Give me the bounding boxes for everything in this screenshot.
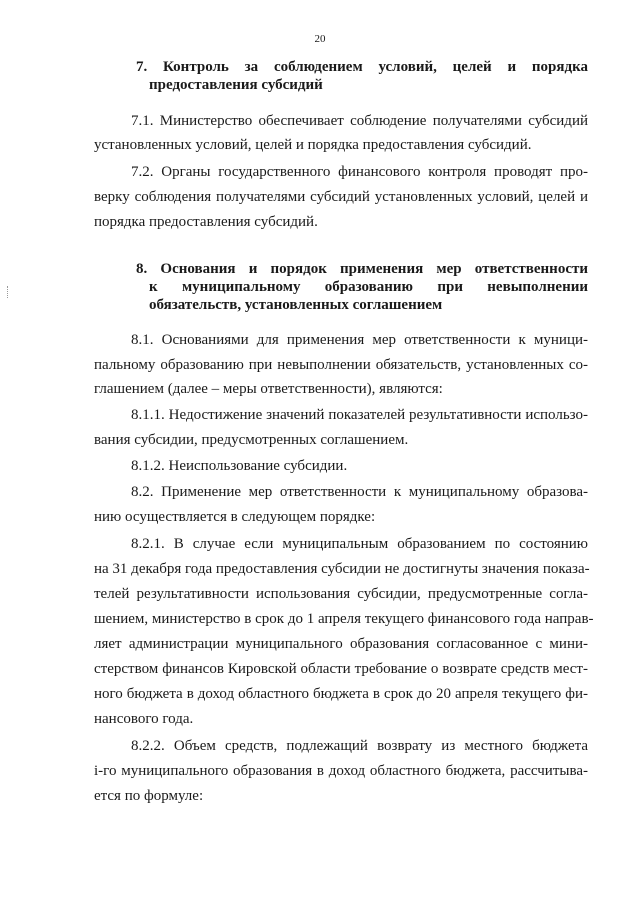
paragraph-8-2-line: 8.2. Применение мер ответственности к муниципальному образова-	[131, 484, 588, 500]
paragraph-8-2-1-line: шением, министерство в срок до 1 апреля текущего финансового года направ-	[94, 611, 594, 627]
paragraph-7-2-line: порядка предоставления субсидий.	[94, 214, 318, 230]
section-8-heading-line-1: 8. Основания и порядок применения мер ответственности	[136, 261, 588, 277]
page-number: 20	[314, 33, 326, 45]
paragraph-8-2-1-line: нансового года.	[94, 711, 194, 727]
paragraph-8-2-1-line: телей результативности использования субсидии, предусмотренные согла-	[94, 586, 588, 602]
section-8-heading-line-2: к муниципальному образованию при невыполнении	[149, 279, 588, 295]
paragraph-7-1-line: установленных условий, целей и порядка предоставления субсидий.	[94, 137, 532, 153]
paragraph-8-1-line: глашением (далее – меры ответственности), являются:	[94, 381, 443, 397]
paragraph-8-2-1-line: ного бюджета в доход областного бюджета в срок до 20 апреля текущего фи-	[94, 686, 588, 702]
paragraph-8-1-line: 8.1. Основаниями для применения мер ответственности к муници-	[131, 332, 588, 348]
paragraph-8-1-1-line: 8.1.1. Недостижение значений показателей результативности использо-	[131, 407, 588, 423]
paragraph-7-1-line: 7.1. Министерство обеспечивает соблюдение получателями субсидий	[131, 113, 588, 129]
section-7-heading-line-1: 7. Контроль за соблюдением условий, целей и порядка	[136, 59, 588, 75]
paragraph-8-2-2-line: i-го муниципального образования в доход областного бюджета, рассчитыва-	[94, 763, 588, 779]
paragraph-8-1-line: пальному образованию при невыполнении обязательств, установленных со-	[94, 357, 588, 373]
paragraph-8-1-2-line: 8.1.2. Неиспользование субсидии.	[131, 458, 348, 474]
paragraph-8-2-1-line: 8.2.1. В случае если муниципальным образованием по состоянию	[131, 536, 588, 552]
paragraph-7-2-line: 7.2. Органы государственного финансового контроля проводят про-	[131, 164, 588, 180]
section-8-heading-line-3: обязательств, установленных соглашением	[149, 297, 443, 313]
paragraph-8-2-1-line: стерством финансов Кировской области требование о возврате средств мест-	[94, 661, 588, 677]
paragraph-8-2-line: нию осуществляется в следующем порядке:	[94, 509, 376, 525]
paragraph-7-2-line: верку соблюдения получателями субсидий установленных условий, целей и	[94, 189, 588, 205]
scan-mark	[7, 286, 10, 298]
section-7-heading-line-2: предоставления субсидий	[149, 77, 323, 93]
paragraph-8-2-1-line: на 31 декабря года предоставления субсидии не достигнуты значения показа-	[94, 561, 590, 577]
paragraph-8-1-1-line: вания субсидии, предусмотренных соглашением.	[94, 432, 409, 448]
paragraph-8-2-2-line: 8.2.2. Объем средств, подлежащий возврату из местного бюджета	[131, 738, 588, 754]
paragraph-8-2-2-line: ется по формуле:	[94, 788, 204, 804]
paragraph-8-2-1-line: ляет администрации муниципального образования согласованное с мини-	[94, 636, 588, 652]
